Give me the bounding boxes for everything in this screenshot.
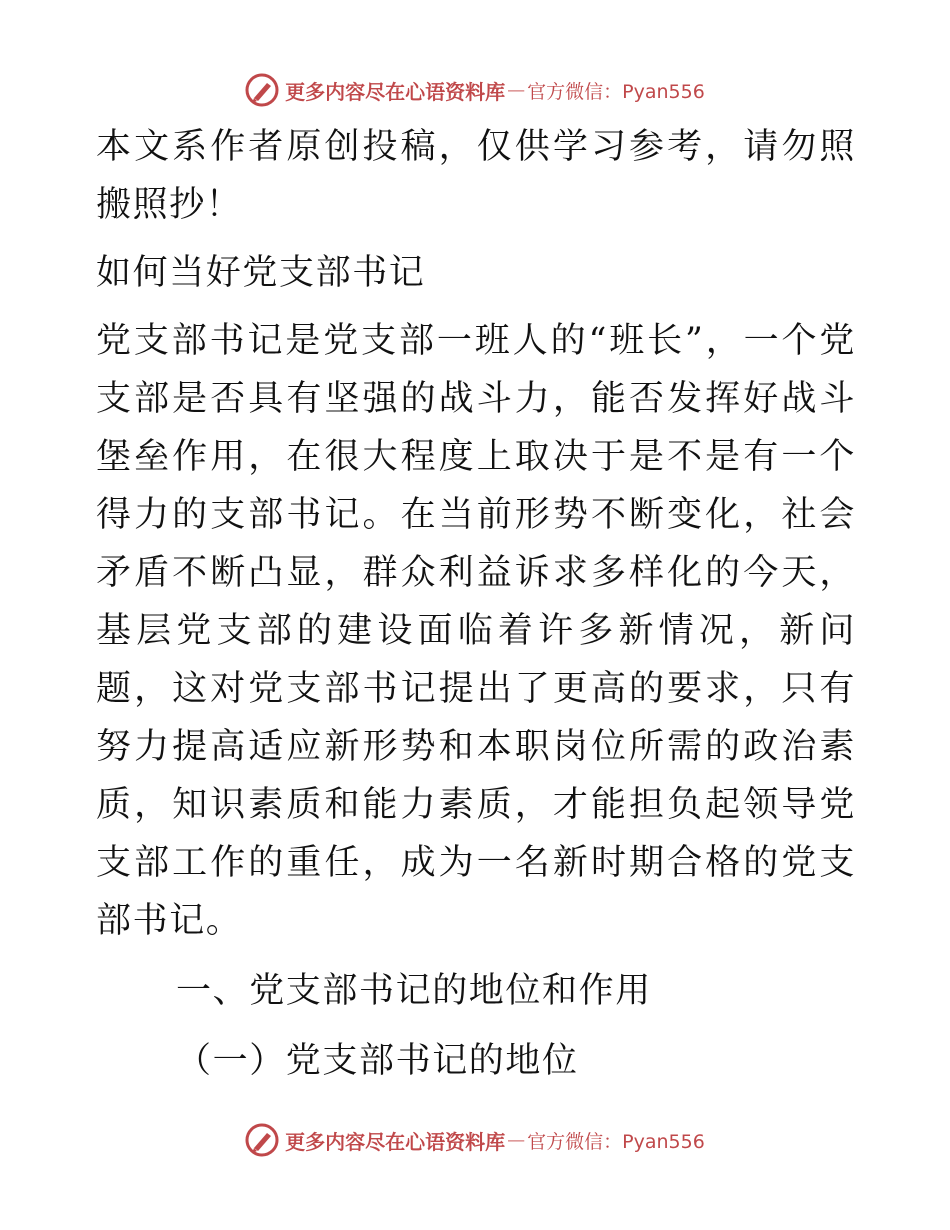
section-heading: 一、党支部书记的地位和作用 bbox=[176, 971, 652, 1011]
watermark-text: 更多内容尽在心语资料库 bbox=[285, 79, 506, 104]
watermark-separator: — bbox=[507, 79, 526, 101]
pen-logo-icon bbox=[245, 73, 279, 107]
watermark-wechat: 官方微信：Pyan556 bbox=[527, 1130, 705, 1153]
intro-paragraph: 党支部书记是党支部一班人的“班长”，一个党支部是否具有坚强的战斗力，能否发挥好战斗堡垒作用，在很大程度上取决于是不是有一个得力的支部书记。在当前形势不断变化，社会矛盾不断凸显，群众利益诉求多样化的今天，基层党支部的建设面临着许多新情况，新问题，这对党支部书记提出了更高的要求，只有努力提高适应新形势和本职岗位所需的政治素质，知识素质和能力素质，才能担负起领导党支部工作的重任，成为一名新时期合格的党支部书记。 bbox=[96, 321, 856, 941]
document-body bbox=[96, 118, 856, 1090]
document-title: 如何当好党支部书记 bbox=[96, 253, 426, 293]
watermark-text: 更多内容尽在心语资料库 bbox=[285, 1129, 506, 1154]
footer-watermark bbox=[0, 1120, 950, 1160]
header-watermark bbox=[0, 70, 950, 110]
subsection-heading: （一）党支部书记的地位 bbox=[176, 1041, 579, 1081]
watermark-wechat: 官方微信：Pyan556 bbox=[527, 80, 705, 103]
watermark-separator: — bbox=[507, 1129, 526, 1151]
copyright-notice: 本文系作者原创投稿，仅供学习参考，请勿照搬照抄！ bbox=[96, 127, 856, 225]
pen-logo-icon bbox=[245, 1123, 279, 1157]
